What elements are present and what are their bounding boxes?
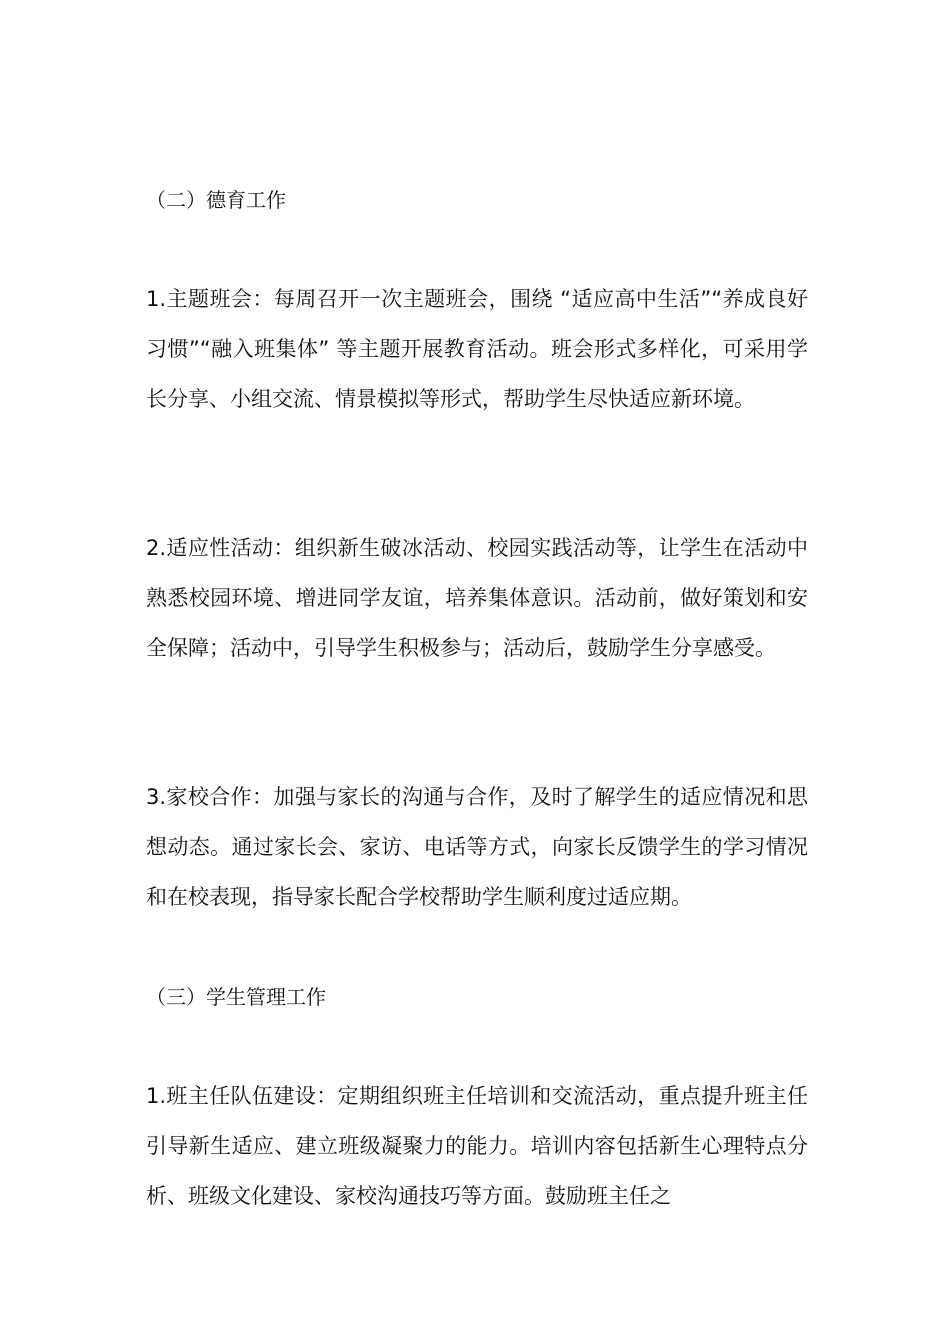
section-heading-student-management: （三）学生管理工作 (146, 985, 326, 1009)
paragraph-adaptive-activities: 2.适应性活动：组织新生破冰活动、校园实践活动等，让学生在活动中熟悉校园环境、增进同学友谊，培养集体意识。活动前，做好策划和安全保障；活动中，引导学生积极参与；活动后，鼓励学生分享感受。 (146, 536, 808, 660)
paragraph-home-school-cooperation: 3.家校合作：加强与家长的沟通与合作，及时了解学生的适应情况和思想动态。通过家长会、家访、电话等方式，向家长反馈学生的学习情况和在校表现，指导家长配合学校帮助学生顺利度过适应期。 (146, 785, 808, 909)
paragraph-theme-class-meeting: 1.主题班会：每周召开一次主题班会，围绕 “适应高中生活”“养成良好习惯”“融入班集体” 等主题开展教育活动。班会形式多样化，可采用学长分享、小组交流、情景模拟等形式，帮助学生尽快适应新环境。 (146, 287, 808, 411)
paragraph-head-teacher-team: 1.班主任队伍建设：定期组织班主任培训和交流活动，重点提升班主任引导新生适应、建立班级凝聚力的能力。培训内容包括新生心理特点分析、班级文化建设、家校沟通技巧等方面。鼓励班主任之 (146, 1084, 808, 1208)
section-heading-moral-education: （二）德育工作 (146, 188, 286, 212)
